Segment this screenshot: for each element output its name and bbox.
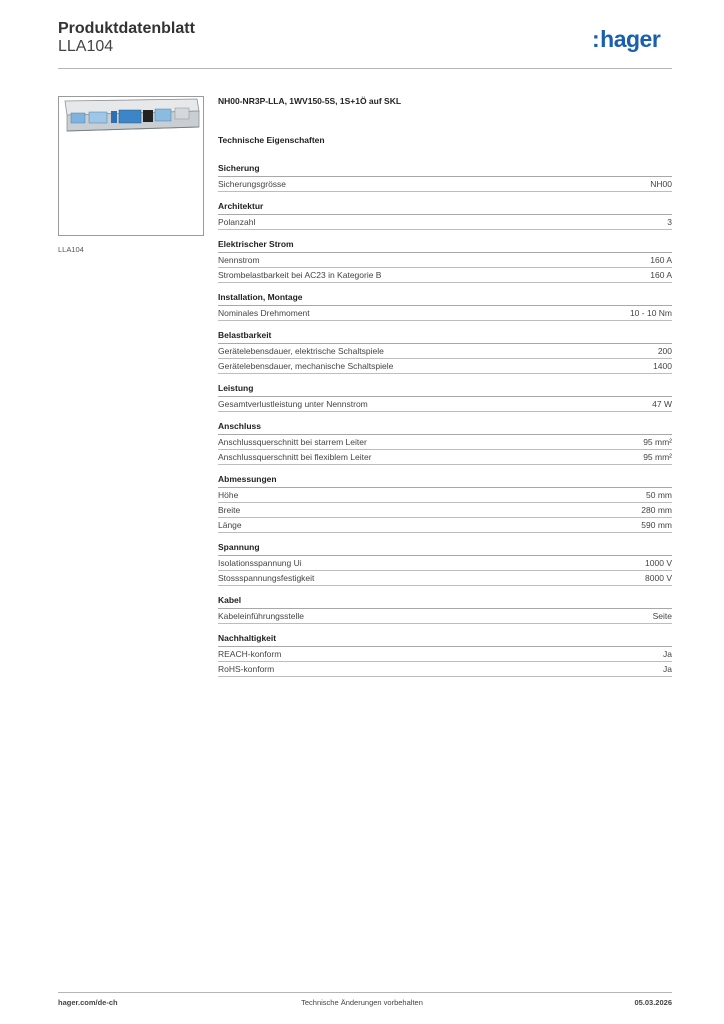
spec-row	[218, 571, 672, 586]
spec-section	[218, 421, 672, 465]
spec-value: 1000 V	[645, 558, 672, 568]
footer-divider	[58, 992, 672, 993]
product-code: LLA104	[58, 38, 114, 55]
page-title: Produktdatenblatt	[58, 20, 195, 37]
spec-row	[218, 503, 672, 518]
spec-section	[218, 292, 672, 321]
spec-label: Polanzahl	[218, 217, 256, 227]
spec-row	[218, 662, 672, 677]
spec-label: REACH-konform	[218, 649, 282, 659]
spec-row	[218, 647, 672, 662]
spec-row	[218, 253, 672, 268]
spec-value: 95 mm²	[643, 437, 672, 447]
spec-label: Sicherungsgrösse	[218, 179, 287, 189]
spec-row	[218, 435, 672, 450]
spec-label: Stossspannungsfestigkeit	[218, 573, 315, 583]
section-title: Belastbarkeit	[218, 330, 672, 344]
spec-label: Nominales Drehmoment	[218, 308, 310, 318]
section-title: Architektur	[218, 201, 672, 215]
footer-disclaimer: Technische Änderungen vorbehalten	[301, 998, 423, 1007]
section-title: Nachhaltigkeit	[218, 633, 672, 647]
spec-value: 50 mm	[646, 490, 672, 500]
spec-label: Kabeleinführungsstelle	[218, 611, 305, 621]
section-title: Abmessungen	[218, 474, 672, 488]
section-title: Kabel	[218, 595, 672, 609]
spec-value: 160 A	[650, 255, 672, 265]
section-title: Installation, Montage	[218, 292, 672, 306]
spec-row	[218, 488, 672, 503]
spec-section	[218, 239, 672, 283]
spec-section	[218, 163, 672, 192]
spec-sections	[218, 163, 672, 677]
hager-logo: :hager	[592, 26, 661, 52]
spec-row	[218, 450, 672, 465]
spec-label: Länge	[218, 520, 242, 530]
section-title: Leistung	[218, 383, 672, 397]
spec-label: Anschlussquerschnitt bei flexiblem Leiter	[218, 452, 372, 462]
spec-label: Strombelastbarkeit bei AC23 in Kategorie B	[218, 270, 382, 280]
spec-value: 1400	[653, 361, 672, 371]
spec-row	[218, 177, 672, 192]
section-title: Elektrischer Strom	[218, 239, 672, 253]
image-caption: LLA104	[58, 245, 84, 254]
spec-section	[218, 595, 672, 624]
spec-section	[218, 383, 672, 412]
spec-value: 200	[657, 346, 672, 356]
spec-value: Ja	[663, 649, 672, 659]
product-illustration	[59, 97, 203, 235]
spec-label: Gerätelebensdauer, elektrische Schaltspiele	[218, 346, 384, 356]
spec-section	[218, 542, 672, 586]
spec-row	[218, 306, 672, 321]
spec-row	[218, 397, 672, 412]
spec-row	[218, 344, 672, 359]
spec-label: Gerätelebensdauer, mechanische Schaltspiele	[218, 361, 394, 371]
spec-label: Breite	[218, 505, 241, 515]
spec-label: Gesamtverlustleistung unter Nennstrom	[218, 399, 368, 409]
spec-section	[218, 330, 672, 374]
spec-row	[218, 215, 672, 230]
spec-row	[218, 609, 672, 624]
spec-value: Ja	[663, 664, 672, 674]
spec-value: 590 mm	[641, 520, 672, 530]
section-title: Anschluss	[218, 421, 672, 435]
spec-label: Höhe	[218, 490, 239, 500]
spec-label: Anschlussquerschnitt bei starrem Leiter	[218, 437, 367, 447]
spec-value: 160 A	[650, 270, 672, 280]
spec-value: 10 - 10 Nm	[629, 308, 672, 318]
spec-value: Seite	[652, 611, 672, 621]
product-image	[58, 96, 204, 236]
spec-value: 280 mm	[641, 505, 672, 515]
spec-value: 3	[667, 217, 672, 227]
section-title: Spannung	[218, 542, 672, 556]
spec-label: Nennstrom	[218, 255, 260, 265]
footer-website: hager.com/de-ch	[58, 998, 118, 1007]
section-title: Sicherung	[218, 163, 672, 177]
spec-value: NH00	[650, 179, 672, 189]
tech-heading: Technische Eigenschaften	[218, 135, 325, 145]
footer-date: 05.03.2026	[634, 998, 672, 1007]
spec-row	[218, 556, 672, 571]
spec-value: 8000 V	[645, 573, 672, 583]
logo-text: hager	[600, 26, 661, 52]
spec-section	[218, 633, 672, 677]
spec-section	[218, 474, 672, 533]
spec-content	[218, 96, 672, 686]
spec-value: 47 W	[652, 399, 672, 409]
spec-row	[218, 359, 672, 374]
header-divider	[58, 68, 672, 69]
spec-label: Isolationsspannung Ui	[218, 558, 302, 568]
spec-row	[218, 518, 672, 533]
spec-row	[218, 268, 672, 283]
spec-value: 95 mm²	[643, 452, 672, 462]
spec-label: RoHS-konform	[218, 664, 275, 674]
product-description: NH00-NR3P-LLA, 1WV150-5S, 1S+1Ö auf SKL	[218, 96, 402, 106]
spec-section	[218, 201, 672, 230]
